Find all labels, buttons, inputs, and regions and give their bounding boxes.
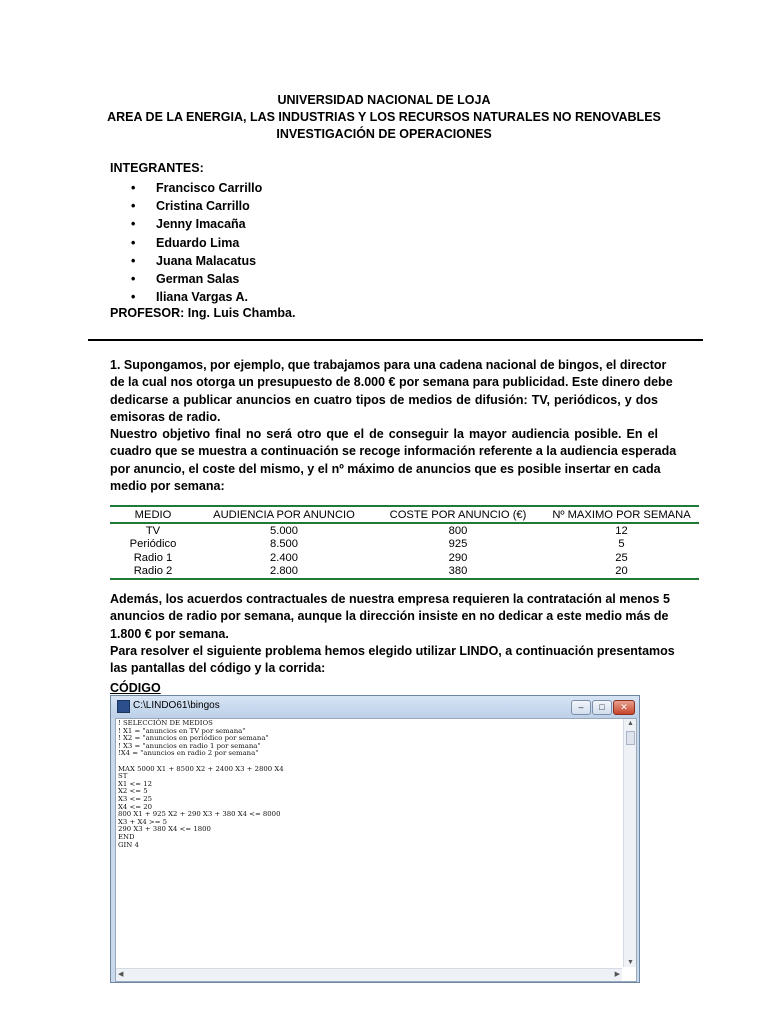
column-header: AUDIENCIA POR ANUNCIO: [196, 506, 372, 523]
minimize-button[interactable]: –: [571, 700, 591, 715]
table-cell: 5: [618, 538, 625, 551]
list-item: • Francisco Carrillo: [131, 179, 262, 197]
professor-label: PROFESOR:: [110, 306, 185, 320]
table-cell: 12: [615, 524, 628, 537]
scroll-thumb[interactable]: [626, 731, 635, 745]
text-line: dedicarse a publicar anuncios en cuatro tipos de medios de difusión: TV, periódicos, y dos: [110, 392, 658, 407]
table-row: [110, 538, 699, 552]
table-cell: Radio 2: [110, 565, 196, 580]
window-titlebar[interactable]: [111, 696, 639, 718]
members-label: INTEGRANTES:: [110, 161, 204, 175]
text-line: por anuncio, el coste del mismo, y el nº máximo de anuncios que es posible insertar en cada: [110, 461, 661, 476]
column-header: MEDIO: [110, 506, 196, 523]
table-cell: 5.000: [270, 524, 298, 537]
text-line: Además, los acuerdos contractuales de nuestra empresa requieren la contratación al menos 5: [110, 592, 670, 606]
media-table: [110, 505, 699, 580]
department-name: AREA DE LA ENERGIA, LAS INDUSTRIAS Y LOS RECURSOS NATURALES NO RENOVABLES: [107, 110, 661, 124]
vertical-scrollbar[interactable]: [623, 719, 636, 967]
list-item: • German Salas: [131, 270, 262, 288]
table-cell: 800: [448, 524, 468, 537]
scroll-right-icon[interactable]: ▶: [614, 971, 620, 978]
table-cell: 2.400: [270, 551, 298, 564]
table-cell: 290: [448, 551, 468, 564]
table-row: [110, 523, 699, 538]
column-header: COSTE POR ANUNCIO (€): [372, 506, 544, 523]
university-name: UNIVERSIDAD NACIONAL DE LOJA: [277, 93, 491, 107]
text-line: Nuestro objetivo final no será otro que el de conseguir la mayor audiencia posible. En el: [110, 427, 658, 442]
table-cell: TV: [145, 524, 161, 537]
professor-line: [110, 306, 295, 320]
text-line: emisoras de radio.: [110, 409, 221, 424]
text-line: 1. Supongamos, por ejemplo, que trabajamos para una cadena nacional de bingos, el director: [110, 358, 667, 372]
table-header-row: [110, 506, 699, 523]
code-section-title: CÓDIGO: [110, 681, 161, 695]
app-icon: [117, 700, 130, 713]
text-line: anuncios de radio por semana, aunque la dirección insiste en no dedicar a este medio más de: [110, 609, 669, 624]
table-cell: 380: [372, 565, 544, 580]
table-row: [110, 551, 699, 565]
text-line: medio por semana:: [110, 479, 225, 494]
table-row: [110, 565, 699, 580]
list-item: • Cristina Carrillo: [131, 197, 262, 215]
code-editor[interactable]: [115, 718, 637, 982]
table-cell: 8.500: [270, 538, 298, 551]
table-cell: Periódico: [129, 538, 177, 551]
lindo-code[interactable]: ! SELECCIÓN DE MEDIOS ! X1 = "anuncios en TV por semana" ! X2 = "anuncios en periódico por semana" ! X3 = "anuncios en radio 1 por semana" !X4 = "anuncios en radio 2 por semana" MAX 5000 X1 + 8500 X2 + 2400 X3 + 2800 X4 ST X1 <= 12 X2 <= 5 X3 <= 25 X4 <= 20 800 X1 + 925 X2 + 290 X3 + 380 X4 <= 8000 X3 + X4 >= 5 290 X3 + 380 X4 <= 1800 END GIN 4: [118, 719, 284, 849]
constraints-text: [110, 591, 675, 677]
scroll-down-icon[interactable]: ▼: [627, 959, 634, 966]
table-cell: 2.800: [196, 565, 372, 580]
list-item: • Eduardo Lima: [131, 234, 262, 252]
table-cell: 20: [544, 565, 699, 580]
list-item: • Jenny Imacaña: [131, 215, 262, 233]
table-cell: 925: [448, 538, 468, 551]
window-title: C:\LINDO61\bingos: [133, 700, 220, 711]
scroll-up-icon[interactable]: ▲: [627, 720, 634, 727]
text-line: cuadro que se muestra a continuación se recoge información referente a la audiencia esperada: [110, 444, 677, 459]
scroll-left-icon[interactable]: ◀: [118, 971, 124, 978]
text-line: Para resolver el siguiente problema hemos elegido utilizar LINDO, a continuación presentamos: [110, 643, 675, 658]
column-header: Nº MAXIMO POR SEMANA: [544, 506, 699, 523]
close-button[interactable]: ✕: [613, 700, 635, 715]
maximize-button[interactable]: □: [592, 700, 612, 715]
course-name: INVESTIGACIÓN DE OPERACIONES: [276, 127, 492, 141]
text-line: de la cual nos otorga un presupuesto de 8.000 € por semana para publicidad. Este dinero debe: [110, 375, 673, 390]
table-cell: Radio 1: [133, 551, 173, 564]
problem-statement: [110, 357, 677, 495]
text-line: 1.800 € por semana.: [110, 626, 229, 641]
professor-name: Ing. Luis Chamba.: [187, 306, 296, 320]
lindo-window: [110, 695, 640, 983]
divider: [88, 339, 703, 341]
horizontal-scrollbar[interactable]: [116, 968, 622, 981]
table-cell: 25: [615, 551, 628, 564]
members-list: [131, 179, 262, 306]
list-item: • Juana Malacatus: [131, 252, 262, 270]
text-line: las pantallas del código y la corrida:: [110, 661, 326, 676]
list-item: • Iliana Vargas A.: [131, 288, 262, 306]
